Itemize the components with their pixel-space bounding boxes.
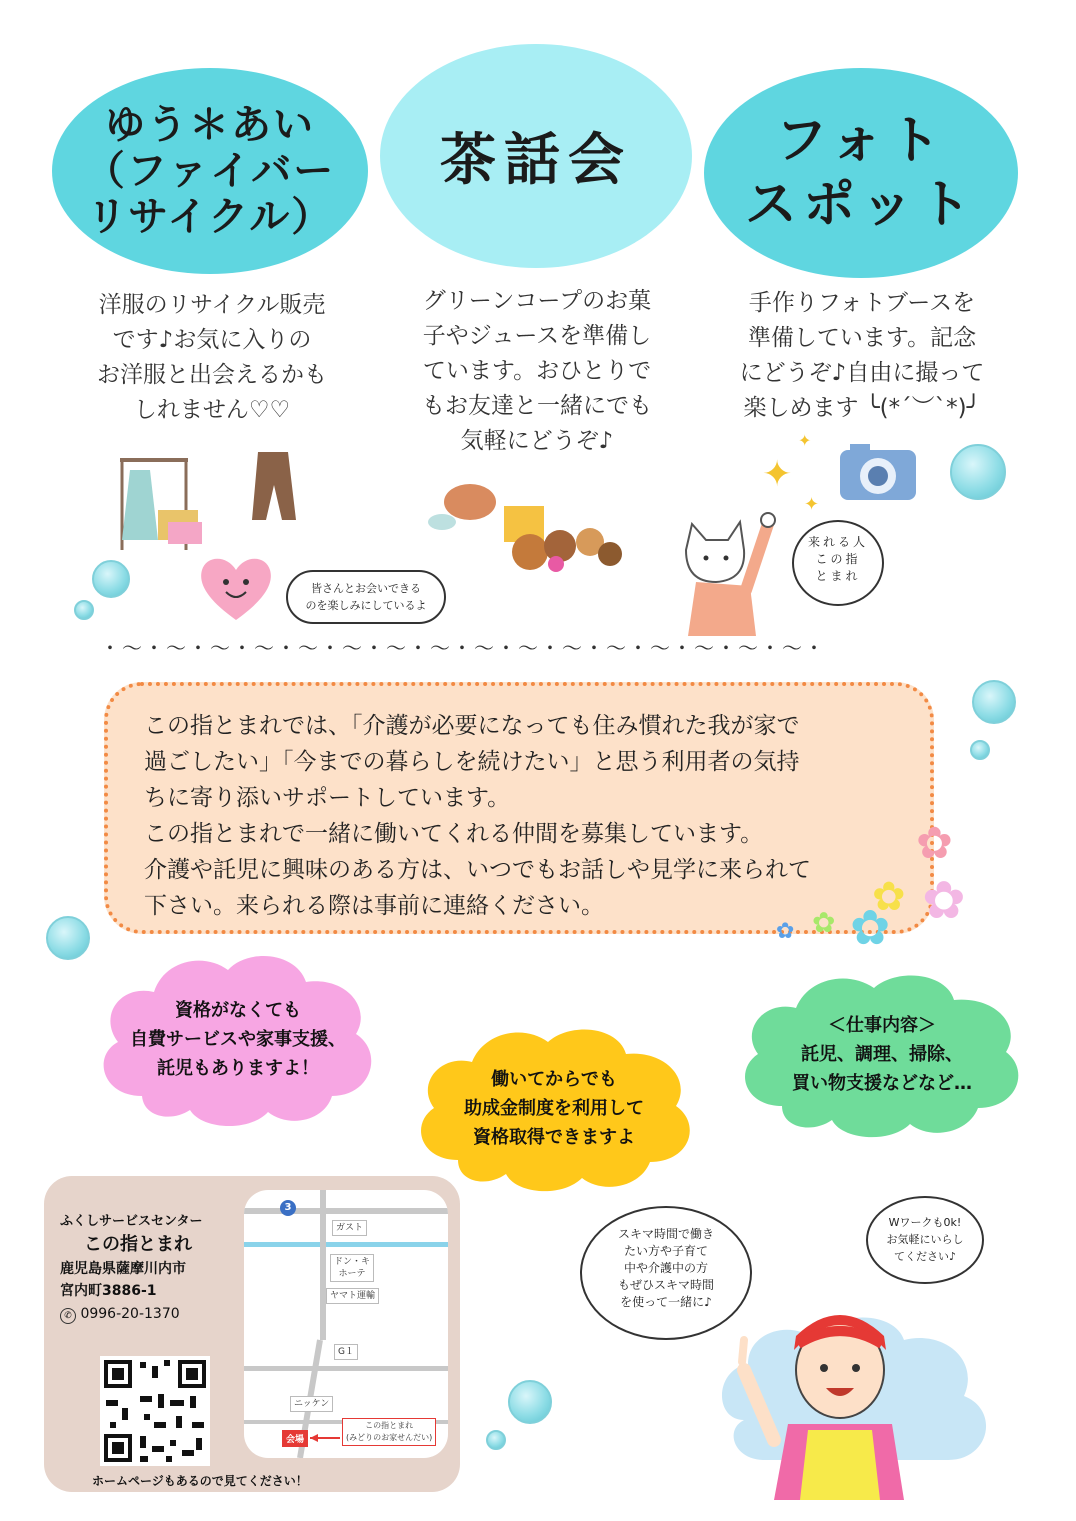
heading-photo-spot-title: フォト スポット xyxy=(744,111,977,235)
homepage-note: ホームページもあるので見てください！ xyxy=(92,1474,308,1488)
clothes-rack-illustration xyxy=(108,440,318,560)
recruitment-info-box: この指とまれでは、「介護が必要になっても住み慣れた我が家で 過ごしたい」「今までの暮らしを続けたい」と思う利用者の気持 ちに寄り添いサポートしています。 この指とまれで一緒に働いてくれる仲間を募集しています。 介護や託児に興味のある方は、いつでもお話しや見学に来られて 下さい。来られる際は事前に連絡ください。 xyxy=(104,682,934,934)
cloud-subsidy-text: 働いてからでも 助成金制度を利用して 資格取得できますよ xyxy=(464,1068,644,1148)
heading-fiber-recycle xyxy=(52,68,368,274)
organization-name: この指とまれ xyxy=(84,1234,192,1255)
svg-text:✿: ✿ xyxy=(872,874,906,920)
water-bubble-icon xyxy=(950,444,1006,500)
map-place-donki: ドン・キ ホーテ xyxy=(330,1254,374,1282)
description-photo-spot: 手作りフォトブースを 準備しています。記念 にどうぞ♪自由に撮って 楽しめます ╰(*´︶`*)╯ xyxy=(739,290,985,421)
organization-info xyxy=(60,1212,240,1326)
heading-photo-spot xyxy=(704,68,1018,278)
heading-fiber-recycle-title: ゆう＊あい （ファイバー リサイクル） xyxy=(84,102,336,240)
address-line-2: 宮内町3886-1 xyxy=(60,1283,157,1299)
venue-marker: 会場 xyxy=(282,1430,308,1447)
water-bubble-icon xyxy=(92,560,130,598)
svg-text:✿: ✿ xyxy=(776,919,795,944)
map-place-gusto: ガスト xyxy=(332,1220,367,1236)
water-bubble-icon xyxy=(972,680,1016,724)
map-place-yamato: ヤマト運輸 xyxy=(326,1288,379,1304)
svg-text:✦: ✦ xyxy=(762,454,793,495)
wavy-divider: ・〜・〜・〜・〜・〜・〜・〜・〜・〜・〜・〜・〜・〜・〜・〜・〜・ xyxy=(100,636,826,660)
water-bubble-icon xyxy=(970,740,990,760)
flowers-decoration xyxy=(776,814,966,954)
cat-speech-bubble: 来れる人 この指 とまれ xyxy=(792,520,884,606)
water-bubble-icon xyxy=(74,600,94,620)
access-map xyxy=(244,1190,448,1458)
svg-text:✿: ✿ xyxy=(916,818,953,869)
cloud-subsidy xyxy=(410,1020,698,1196)
center-name: ふくしサービスセンター xyxy=(60,1214,203,1229)
heart-character-illustration xyxy=(198,554,274,624)
route-number-badge: 3 xyxy=(280,1200,296,1216)
heading-tea-party-title: 茶話会 xyxy=(440,128,632,193)
map-place-g1: G１ xyxy=(334,1344,358,1360)
svg-text:✿: ✿ xyxy=(922,871,966,931)
phone-number[interactable]: 0996-20-1370 xyxy=(80,1306,180,1322)
water-bubble-icon xyxy=(486,1430,506,1450)
svg-text:✦: ✦ xyxy=(804,494,820,515)
svg-text:✿: ✿ xyxy=(850,900,891,954)
woman-speech-bubble-2: Wワークも0k! お気軽にいらし てください♪ xyxy=(866,1196,984,1284)
svg-text:✿: ✿ xyxy=(812,906,836,939)
phone-row xyxy=(60,1302,240,1326)
cloud-no-qualification xyxy=(92,946,384,1132)
woman-speech-bubble-1: スキマ時間で働き たい方や子育て 中や介護中の方 もぜひスキマ時間 を使って一緒に♪ xyxy=(580,1206,752,1340)
heart-speech-bubble: 皆さんとお会いできる のを楽しみにしているよ xyxy=(286,570,446,624)
phone-icon: ✆ xyxy=(60,1308,76,1324)
tea-snacks-illustration xyxy=(420,476,630,576)
qr-code[interactable] xyxy=(100,1356,210,1466)
cloud-job-description-text: ＜仕事内容＞ 託児、調理、掃除、 買い物支援などなど… xyxy=(792,1014,972,1094)
description-fiber-recycle: 洋服のリサイクル販売 です♪お気に入りの お洋服と出会えるかも しれません♡♡ xyxy=(97,292,327,423)
venue-label: この指とまれ (みどりのお家せんだい) xyxy=(342,1418,436,1446)
heading-tea-party xyxy=(380,44,692,268)
water-bubble-icon xyxy=(46,916,90,960)
svg-text:✦: ✦ xyxy=(798,431,812,450)
camera-icon xyxy=(750,424,930,524)
map-place-nikken: ニッケン xyxy=(290,1396,333,1412)
cloud-job-description xyxy=(734,966,1030,1142)
woman-character-illustration xyxy=(704,1300,1004,1500)
address-line-1: 鹿児島県薩摩川内市 xyxy=(60,1261,186,1277)
cat-character-illustration xyxy=(676,510,786,636)
description-tea-party: グリーンコープのお菓 子やジュースを準備し ています。おひとりで もお友達と一緒にでも 気軽にどうぞ♪ xyxy=(422,288,652,454)
cloud-no-qualification-text: 資格がなくても 自費サービスや家事支援、 託児もありますよ！ xyxy=(130,999,346,1079)
water-bubble-icon xyxy=(508,1380,552,1424)
